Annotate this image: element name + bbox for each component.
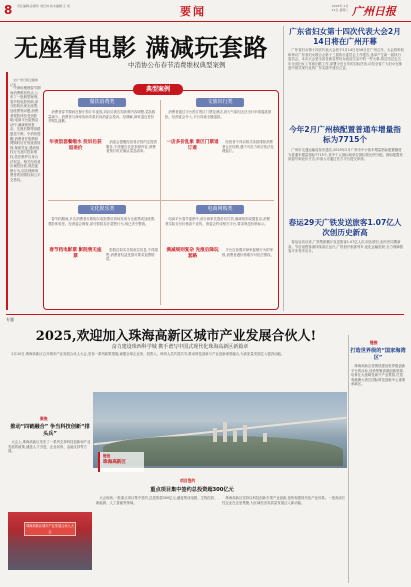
right-story4-headline: 打造世界级的“国家海湾区” — [350, 348, 406, 361]
feature-subheadline: 奋力建设珠西科学城 携手谱写中国式现代化珠海高新区新篇章 — [111, 344, 249, 350]
case-headline-dining: 年夜饭套餐缩水 投诉后获退差价 — [49, 140, 102, 151]
feature-kicker: 专题 — [6, 317, 14, 322]
case-body-culture: 春节档期间,多名消费者反映购买电影票后到场发现为无座票或加座票,观影体验差。经消委会调查,部分影院存在超售行为,现已责令整改。 — [48, 217, 156, 226]
lead-subheadline: 中消协公布春节消费维权典型案例 — [128, 61, 226, 69]
mid-body-left: 大会现场,一批重点项目集中签约,总投资超300亿元,涵盖集成电路、生物医药、新能源、人工智能等领域。 — [96, 496, 218, 505]
lead-headline: 无座看电影 满减玩套路 — [14, 33, 268, 62]
lead-body: 中消协梳理春节期间消费维权热点,公布了一批典型案例。春节档电影热映,部分影院出现无座票、加座票等问题,消费者观影体验受到影响;电商平台促销活动中,满减规则复杂、先涨后降等套路屡见不鲜。中消协提醒,消费者在购票和网购时应仔细查看规则,保留凭证,遇到侵权行为及时投诉维权,依法维护自身合法权益。相关经营者应诚信经营,规范促销行为,切实保障消费者的知情权和公平交易权。 — [10, 86, 41, 182]
lead-rule — [6, 72, 8, 310]
case-tag-dining: 餐饮消费类 — [78, 98, 126, 107]
feature-separator — [6, 314, 404, 315]
case-tag-ecommerce: 电商网购类 — [196, 205, 244, 214]
case-body2-culture: 影院应如实告知座位信息,不得超售,消费者权益受损可要求退票赔偿。 — [106, 248, 158, 262]
caption-tag: 链接 — [103, 454, 111, 458]
right-story2-body: 广州市交通运输局发布通告,2025年2月广州市中小客车增量指标配置额度为普通车增量指标7715个,其中个人指标和单位指标按比例分配。指标配置采用摇号和竞价方式,申请人可通过官方平台提交申请。 — [288, 148, 403, 162]
case-body-ecommerce: 电商平台春节促销中,部分商家先提价后打折,满减规则设置复杂,消费者实际支付价格高于宣传。消委会约谈相关平台,要求规范价格标示。 — [165, 217, 270, 226]
event-screen-text: 珠海高新区城市产业发展合伙人大会 — [26, 524, 74, 534]
case-headline-ecommerce: 满减规则复杂 先涨后降玩套路 — [166, 248, 219, 259]
right-column-rule — [283, 26, 284, 311]
case-tag-culture: 文化娱乐类 — [78, 205, 126, 214]
right-story2-headline: 今年2月广州核配置普通车增量指标为7715个 — [289, 125, 401, 144]
feature-headline: 2025,欢迎加入珠海高新区城市产业发展合伙人! — [35, 329, 317, 344]
side-headline: 推动“四链融合” 争当科技创新“排头兵” — [10, 424, 90, 437]
feature-intro: 2月10日,珠海高新区召开城市产业发展合伙人大会,发布一系列政策措施,诚邀全球企业家、投资人、科研人员共建共享,推动科技创新与产业创新深度融合,为高质量发展注入强劲动能。 — [11, 352, 285, 356]
case-body-dining: 消费者春节期间在餐厅预订年夜饭,到店后被告知套餐内容调整,菜品数量减少。消费者与商家协商未果后向消委会投诉。经调解,商家退还差价并赔礼道歉。 — [48, 110, 156, 124]
board-divider-h — [48, 200, 274, 201]
case-tag-travel: 文旅出行类 — [196, 98, 244, 107]
right-story3-body: 春运启动以来,广铁集团累计发送旅客1.07亿人次,同比增长,创历史同期新高。节后返程客流持续高位运行,广铁加开临客列车,优化运输组织,全力保障旅客平安有序出行。 — [288, 240, 404, 254]
issue-date: 2025年 2月11日 星期二 — [331, 4, 349, 12]
section-title: 要闻 — [180, 5, 206, 18]
case-headline-culture: 春节档电影票 影院售无座票 — [49, 248, 102, 259]
right-story4-body: 珠海高新区将围绕建设世界级创新平台的目标,加快集聚高端创新资源,培育壮大战略性新兴产业集群,打造粤港澳大湾区国际科技创新中心重要承载区。 — [351, 364, 406, 387]
right-story1-headline: 广东省妇女第十四次代表大会2月14日将在广州开幕 — [289, 27, 401, 46]
side-tag: 聚焦 — [40, 416, 48, 421]
caption-title: 珠海高新区 — [103, 460, 126, 465]
right-story4-tag: 链接 — [370, 340, 378, 345]
right-story1-body: 广东省妇女第十四次代表大会将于2月14日至16日在广州召开。大会将听取和审议广东省妇女联合会第十三届执行委员会工作报告,选举产生新一届执行委员会。本次大会是全省各族各界妇女政治生活中的一件大事,将总结过去五年全省妇女工作和妇联工作,部署今后五年的目标任务,动员全省广大妇女在推进中国式现代化的广东实践中建功立业。 — [288, 48, 404, 71]
lead-byline: 文/广州日报全媒体记者 — [10, 78, 39, 87]
case-body2-travel: 经营者不得以格式条款排除消费者合法权利,遇不可抗力时应依法处理退订。 — [222, 140, 274, 154]
case-board-title: 典型案例 — [133, 84, 183, 95]
case-headline-travel: 一店多价乱象 景区门票退订难 — [166, 140, 219, 151]
case-body-travel: 消费者通过平台预订景区门票及酒店,因天气原因无法出行申请退款被拒。经消委会介入,平台同意全额退款。 — [165, 110, 272, 119]
case-body2-dining: 消委会提醒经营者应按约定提供服务,不得擅自变更套餐内容,消费者预订时应确认菜品清单。 — [106, 140, 157, 154]
event-photo — [8, 512, 92, 570]
side-body: 大会上,珠海高新区发布了一系列支持科技创新和产业发展的政策,涵盖人才引进、企业培育、金融支持等方面。 — [8, 440, 91, 454]
editors-line: 责任编辑:孙国华 刘长林 技术编辑:王 刘 — [17, 4, 70, 8]
case-body2-ecommerce: 平台应加强对商家促销行为的审核,消费者遇价格欺诈可依法维权。 — [222, 248, 274, 257]
newspaper-logo: 广州日报 — [352, 5, 396, 18]
bottom-body: 珠海高新区坚持以科技创新引领产业创新,加快构建现代化产业体系。一批高成长性企业在这里集聚,为区域经济高质量发展注入新动能。 — [222, 496, 346, 505]
mid-tag: 项目签约 — [180, 478, 196, 483]
mid-headline: 重点项目集中签约总投资超300亿元 — [150, 487, 234, 493]
photo-caption-box — [98, 452, 144, 472]
page-number: 8 — [4, 3, 13, 17]
feature-right-rule — [348, 335, 349, 583]
right-story3-headline: 春运29天广铁发送旅客1.07亿人次创历史新高 — [288, 218, 402, 237]
board-divider-v — [160, 100, 161, 305]
